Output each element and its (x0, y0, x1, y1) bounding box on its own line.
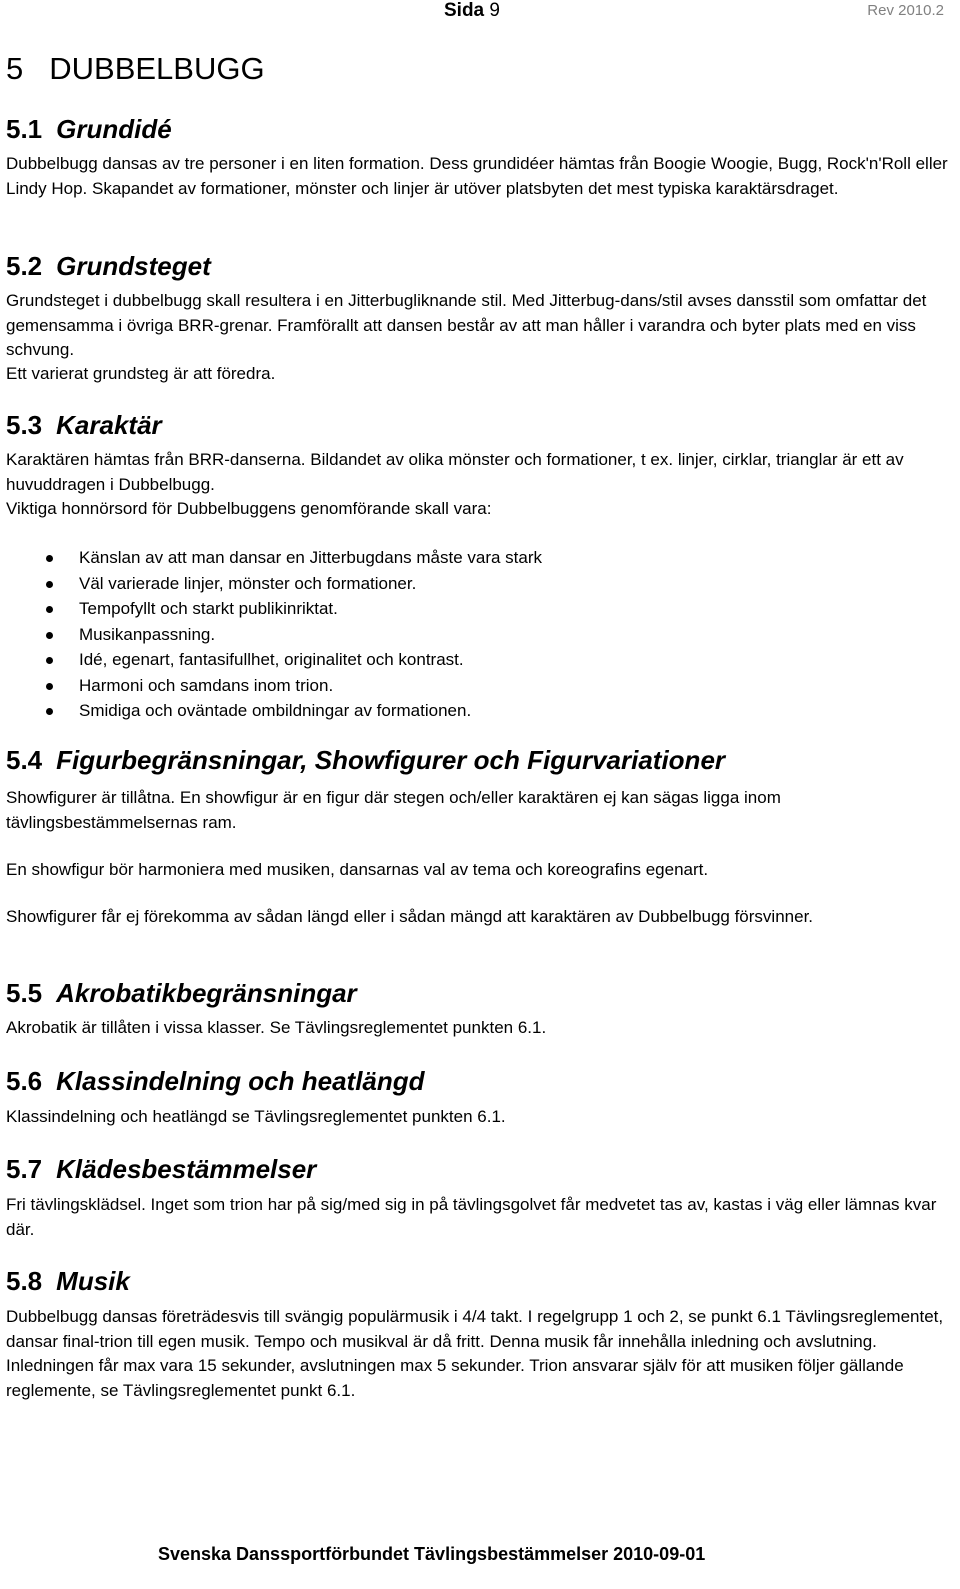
section-title: Akrobatikbegränsningar (56, 978, 357, 1008)
section-title: Grundsteget (56, 251, 211, 281)
section-number: 5.1 (6, 114, 43, 144)
section-title: Klassindelning och heatlängd (56, 1066, 425, 1096)
criteria-list (6, 545, 542, 724)
list-item (6, 596, 542, 622)
bullet-icon (46, 632, 53, 639)
section-text-5-2b: Ett varierat grundsteg är att föredra. (6, 364, 276, 383)
list-item (6, 673, 542, 699)
section-number: 5.3 (6, 410, 43, 440)
bullet-icon (46, 606, 53, 613)
revision-label: Rev 2010.2 (867, 2, 944, 19)
list-item (6, 622, 542, 648)
chapter-title: DUBBELBUGG (49, 51, 265, 86)
bullet-icon (46, 708, 53, 715)
section-text-5-4c: Showfigurer får ej förekomma av sådan längd eller i sådan mängd att karaktären av Dubbelbugg försvinner. (6, 907, 814, 926)
page-label: Sida (444, 0, 485, 21)
list-item (6, 571, 542, 597)
section-text-5-6: Klassindelning och heatlängd se Tävlingsreglementet punkten 6.1. (6, 1107, 506, 1126)
section-heading-5-3 (6, 410, 162, 441)
section-heading-5-2 (6, 251, 211, 282)
list-item (6, 698, 542, 724)
section-number: 5.5 (6, 978, 43, 1008)
section-text-5-4b: En showfigur bör harmoniera med musiken, dansarnas val av tema och koreografins egenart. (6, 860, 709, 879)
section-heading-5-6 (6, 1066, 425, 1097)
page-footer: Svenska Danssportförbundet Tävlingsbestämmelser 2010-09-01 (158, 1544, 706, 1564)
section-number: 5.8 (6, 1266, 43, 1296)
list-item-text: Tempofyllt och starkt publikinriktat. (79, 599, 338, 618)
list-item-text: Känslan av att man dansar en Jitterbugdans måste vara stark (79, 548, 543, 567)
section-heading-5-1 (6, 114, 172, 145)
chapter-heading (6, 51, 265, 87)
bullet-icon (46, 657, 53, 664)
list-item-text: Smidiga och oväntade ombildningar av formationen. (79, 701, 472, 720)
list-item-text: Väl varierade linjer, mönster och formationer. (79, 573, 417, 593)
section-text-5-3b: Viktiga honnörsord för Dubbelbuggens genomförande skall vara: (6, 499, 492, 518)
page-number-header (444, 0, 500, 22)
list-item-text: Harmoni och samdans inom trion. (79, 675, 334, 695)
section-text-5-4: Showfigurer är tillåtna. En showfigur är en figur där stegen och/eller karaktären ej kan sägas ligga inom tävlingsbestämmelsernas ram. (6, 788, 781, 832)
section-title: Figurbegränsningar, Showfigurer och Figurvariationer (56, 745, 726, 775)
section-text-5-3: Karaktären hämtas från BRR-danserna. Bildandet av olika mönster och formationer, t ex. linjer, cirklar, trianglar är ett av huvuddragen i Dubbelbugg. (6, 450, 904, 494)
section-text-5-8: Dubbelbugg dansas företrädesvis till svängig populärmusik i 4/4 takt. I regelgrupp 1 och 2, se punkt 6.1 Tävlingsreglementet, dansar final-trion till egen musik. Tempo och musikval är då fritt. Denna musik får innehålla inledning och avslutning. Inledningen får max vara 15 sekunder, avslutningen max 5 sekunder. Trion ansvarar själv för att musiken följer gällande reglemente, se Tävlingsreglementet punkt 6.1. (6, 1307, 944, 1400)
chapter-number: 5 (6, 51, 24, 86)
section-text-5-2: Grundsteget i dubbelbugg skall resultera i en Jitterbugliknande stil. Med Jitterbug-dans/stil avses dansstil som omfattar det gemensamma i övriga BRR-grenar. Framförallt att dansen består av att man håller i varandra och byter plats med en viss schvung. (6, 291, 927, 359)
section-text-5-1: Dubbelbugg dansas av tre personer i en liten formation. Dess grundidéer hämtas från Boogie Woogie, Bugg, Rock'n'Roll eller Lindy Hop. Skapandet av formationer, mönster och linjer är utöver platsbyten det mest typiska karaktärsdraget. (6, 154, 948, 198)
list-item (6, 545, 542, 571)
section-heading-5-8 (6, 1266, 130, 1297)
section-title: Grundidé (56, 114, 172, 144)
section-heading-5-7 (6, 1154, 316, 1185)
section-text-5-7: Fri tävlingsklädsel. Inget som trion har på sig/med sig in på tävlingsgolvet får medvetet tas av, kastas i väg eller lämnas kvar där. (6, 1195, 937, 1239)
page-number: 9 (489, 0, 500, 21)
section-number: 5.6 (6, 1066, 43, 1096)
list-item-text: Idé, egenart, fantasifullhet, originalitet och kontrast. (79, 650, 464, 669)
section-title: Klädesbestämmelser (56, 1154, 317, 1184)
section-heading-5-4 (6, 745, 725, 776)
section-title: Karaktär (56, 410, 162, 440)
section-number: 5.7 (6, 1154, 43, 1184)
section-number: 5.2 (6, 251, 43, 281)
bullet-icon (46, 683, 53, 690)
bullet-icon (46, 581, 53, 588)
section-number: 5.4 (6, 745, 43, 775)
section-heading-5-5 (6, 978, 357, 1009)
bullet-icon (46, 555, 53, 562)
section-text-5-5: Akrobatik är tillåten i vissa klasser. Se Tävlingsreglementet punkten 6.1. (6, 1018, 547, 1037)
list-item-text: Musikanpassning. (79, 624, 216, 644)
list-item (6, 647, 542, 673)
section-title: Musik (56, 1266, 130, 1296)
